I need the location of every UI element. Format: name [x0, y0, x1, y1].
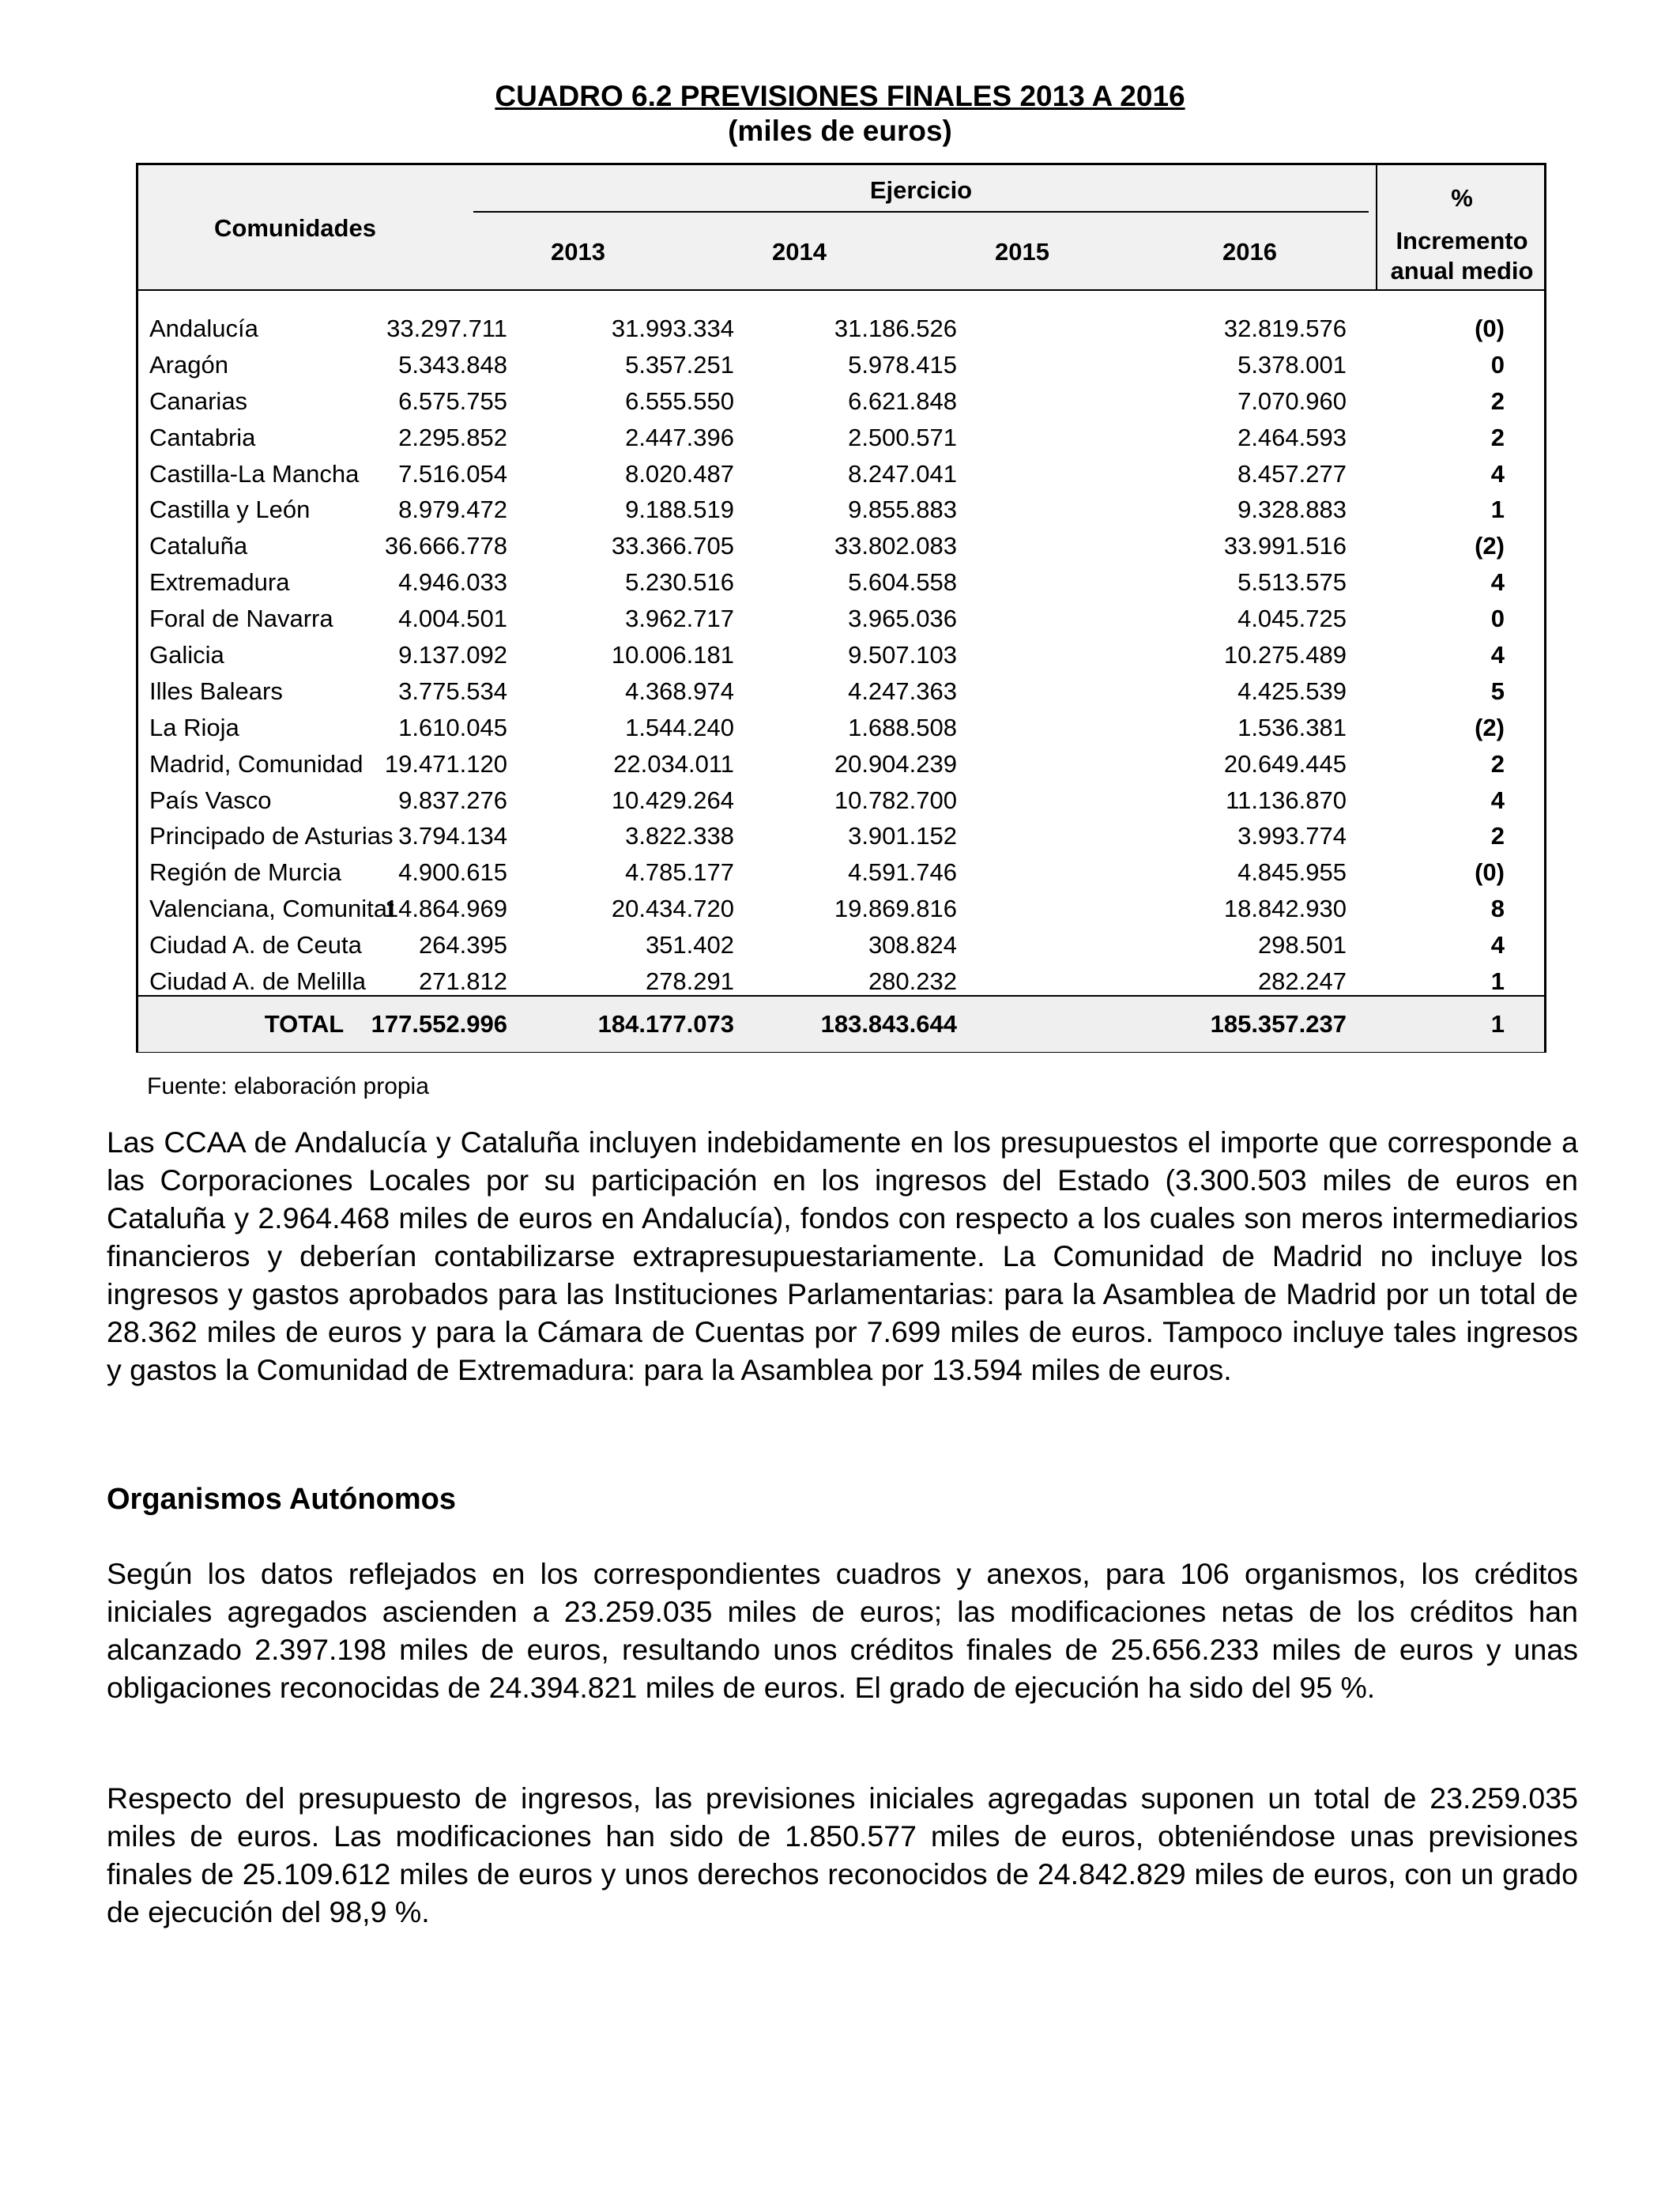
cell-2013: 3.794.134	[398, 822, 507, 850]
cell-2013: 264.395	[418, 931, 507, 959]
cell-pct: 4	[1490, 459, 1505, 488]
cell-pct: 1	[1490, 496, 1505, 524]
table-row	[138, 420, 1544, 456]
cell-pct: 1	[1490, 967, 1505, 996]
header-ejercicio: Ejercicio	[869, 176, 973, 204]
cell-2015: 5.978.415	[848, 350, 957, 379]
cell-pct: 0	[1490, 350, 1505, 379]
paragraph-organismos-gastos: Según los datos reflejados en los correspondientes cuadros y anexos, para 106 organismos, los créditos iniciales agregados ascienden a 23.259.035 miles de euros; las modificaciones netas de los créditos han alcanzado 2.397.198 miles de euros, resultando unos créditos finales de 25.656.233 miles de euros y unas obligaciones reconocidas de 24.394.821 miles de euros. El grado de ejecución ha sido del 95 %.	[107, 1557, 1578, 1704]
cell-2014: 3.822.338	[625, 822, 734, 850]
table-title-block	[0, 79, 1680, 149]
cell-2015: 9.507.103	[848, 641, 957, 669]
cell-pct: 4	[1490, 786, 1505, 814]
header-year-2015: 2015	[995, 238, 1049, 266]
row-name: Ciudad A. de Ceuta	[149, 931, 362, 959]
header-pct-label-2: anual medio	[1390, 257, 1534, 285]
table-row	[138, 601, 1544, 637]
cell-2016: 32.819.576	[1223, 315, 1347, 342]
cell-2013: 6.575.755	[398, 386, 507, 415]
total-2016: 185.357.237	[1210, 1010, 1347, 1038]
row-name: Principado de Asturias	[149, 822, 394, 850]
cell-2016: 5.378.001	[1237, 350, 1347, 379]
cell-2015: 280.232	[868, 967, 957, 996]
paragraph-organismos-ingresos: Respecto del presupuesto de ingresos, las previsiones iniciales agregadas suponen un total de 23.259.035 miles de euros. Las modificaciones han sido de 1.850.577 miles de euros, obteniéndose unas previsiones finales de 25.109.612 miles de euros y unos derechos reconocidos de 24.842.829 miles de euros, con un grado de ejecución del 98,9 %.	[107, 1781, 1578, 1928]
cell-2015: 4.591.746	[848, 858, 957, 887]
cell-2016: 3.993.774	[1237, 822, 1347, 850]
cell-2016: 8.457.277	[1237, 459, 1347, 488]
row-name: Galicia	[149, 641, 224, 669]
cell-2015: 20.904.239	[834, 749, 957, 778]
cell-2015: 6.621.848	[848, 386, 957, 415]
row-name: Illes Balears	[149, 677, 283, 705]
cell-2014: 31.993.334	[611, 315, 734, 342]
cell-2013: 271.812	[418, 967, 507, 996]
cell-pct: 2	[1490, 749, 1505, 778]
total-2015: 183.843.644	[820, 1010, 957, 1038]
cell-2013: 8.979.472	[398, 496, 507, 524]
cell-pct: 4	[1490, 568, 1505, 597]
cell-2015: 3.965.036	[848, 605, 957, 633]
header-pct-symbol: %	[1451, 184, 1473, 212]
table-row	[138, 854, 1544, 891]
cell-2014: 33.366.705	[611, 532, 734, 560]
cell-2016: 282.247	[1257, 967, 1347, 996]
cell-2014: 5.357.251	[625, 350, 734, 379]
cell-2013: 4.900.615	[398, 858, 507, 887]
cell-2014: 10.429.264	[611, 786, 734, 814]
cell-2014: 20.434.720	[611, 895, 734, 923]
table-row	[138, 347, 1544, 383]
cell-2015: 33.802.083	[834, 532, 957, 560]
cell-2015: 3.901.152	[848, 822, 957, 850]
header-divider	[473, 211, 1369, 213]
row-name: Extremadura	[149, 568, 290, 597]
table-body	[138, 311, 1544, 1000]
cell-2015: 4.247.363	[848, 677, 957, 705]
cell-2016: 10.275.489	[1223, 641, 1347, 669]
total-pct: 1	[1490, 1010, 1505, 1038]
header-comunidades: Comunidades	[214, 214, 376, 242]
table-row	[138, 818, 1544, 854]
cell-2014: 8.020.487	[625, 459, 734, 488]
table-row	[138, 528, 1544, 564]
cell-pct: 0	[1490, 605, 1505, 633]
table-row	[138, 383, 1544, 420]
cell-2014: 3.962.717	[625, 605, 734, 633]
cell-2014: 22.034.011	[613, 749, 734, 778]
cell-2015: 1.688.508	[848, 713, 957, 741]
cell-2013: 3.775.534	[398, 677, 507, 705]
table-subtitle: (miles de euros)	[728, 115, 952, 147]
cell-pct: (0)	[1475, 858, 1505, 887]
cell-2014: 4.785.177	[625, 858, 734, 887]
header-pct-label-1: Incremento	[1396, 227, 1528, 254]
cell-2016: 9.328.883	[1237, 496, 1347, 524]
cell-pct: 2	[1490, 822, 1505, 850]
cell-2015: 2.500.571	[848, 423, 957, 451]
row-name: Castilla-La Mancha	[149, 459, 360, 488]
section-heading: Organismos Autónomos	[107, 1483, 456, 1516]
cell-2016: 298.501	[1257, 931, 1347, 959]
cell-2013: 19.471.120	[384, 749, 507, 778]
table-row	[138, 311, 1544, 347]
row-name: País Vasco	[149, 786, 272, 814]
cell-2015: 9.855.883	[848, 496, 957, 524]
table-row	[138, 637, 1544, 673]
cell-pct: 2	[1490, 386, 1505, 415]
cell-2014: 9.188.519	[625, 496, 734, 524]
cell-2013: 9.137.092	[398, 641, 507, 669]
cell-2013: 7.516.054	[398, 459, 507, 488]
cell-2016: 7.070.960	[1237, 386, 1347, 415]
row-name: Madrid, Comunidad	[149, 749, 363, 778]
cell-pct: (2)	[1475, 532, 1505, 560]
row-name: Valenciana, Comunitat	[149, 895, 394, 923]
row-name: Canarias	[149, 386, 248, 415]
cell-2013: 36.666.778	[384, 532, 507, 560]
cell-pct: (2)	[1475, 713, 1505, 741]
cell-2016: 1.536.381	[1237, 713, 1347, 741]
total-2014: 184.177.073	[597, 1010, 734, 1038]
header-year-2013: 2013	[551, 238, 605, 266]
cell-2016: 4.425.539	[1237, 677, 1347, 705]
cell-2014: 1.544.240	[625, 713, 734, 741]
data-table	[136, 163, 1546, 1053]
cell-2016: 4.845.955	[1237, 858, 1347, 887]
row-name: Aragón	[149, 350, 228, 379]
row-name: Cantabria	[149, 423, 256, 451]
cell-2015: 308.824	[868, 931, 957, 959]
cell-2016: 11.136.870	[1226, 786, 1347, 814]
table-row	[138, 564, 1544, 601]
cell-2016: 4.045.725	[1237, 605, 1347, 633]
total-row	[138, 995, 1544, 1052]
table-row	[138, 891, 1544, 927]
cell-2016: 20.649.445	[1223, 749, 1347, 778]
cell-2016: 33.991.516	[1223, 532, 1347, 560]
cell-2014: 2.447.396	[625, 423, 734, 451]
cell-pct: 5	[1490, 677, 1505, 705]
cell-2013: 14.864.969	[384, 895, 507, 923]
cell-2014: 5.230.516	[625, 568, 734, 597]
cell-2013: 1.610.045	[398, 713, 507, 741]
table-row	[138, 492, 1544, 528]
cell-pct: 4	[1490, 931, 1505, 959]
cell-pct: 4	[1490, 641, 1505, 669]
total-2013: 177.552.996	[371, 1010, 507, 1038]
row-name: Andalucía	[149, 315, 258, 342]
cell-2015: 31.186.526	[834, 315, 957, 342]
total-label: TOTAL	[264, 1010, 345, 1038]
cell-2014: 351.402	[645, 931, 734, 959]
cell-2013: 5.343.848	[398, 350, 507, 379]
cell-2016: 18.842.930	[1223, 895, 1347, 923]
table-header	[138, 165, 1544, 291]
row-name: Región de Murcia	[149, 858, 341, 887]
cell-2013: 33.297.711	[386, 315, 507, 342]
header-year-2016: 2016	[1222, 238, 1277, 266]
table-row	[138, 456, 1544, 492]
cell-pct: 2	[1490, 423, 1505, 451]
table-row	[138, 673, 1544, 710]
cell-2013: 2.295.852	[398, 423, 507, 451]
row-name: La Rioja	[149, 713, 239, 741]
paragraph-ccaa: Las CCAA de Andalucía y Cataluña incluyen indebidamente en los presupuestos el importe que corresponde a las Corporaciones Locales por su participación en los ingresos del Estado (3.300.503 miles de euros en Cataluña y 2.964.468 miles de euros en Andalucía), fondos con respecto a los cuales son meros intermediarios financieros y deberían contabilizarse extrapresupuestariamente. La Comunidad de Madrid no incluye los ingresos y gastos aprobados para las Instituciones Parlamentarias: para la Asamblea de Madrid por un total de 28.362 miles de euros y para la Cámara de Cuentas por 7.699 miles de euros. Tampoco incluye tales ingresos y gastos la Comunidad de Extremadura: para la Asamblea por 13.594 miles de euros.	[107, 1125, 1578, 1386]
cell-2013: 9.837.276	[398, 786, 507, 814]
cell-2014: 10.006.181	[611, 641, 734, 669]
table-row	[138, 782, 1544, 819]
table-row	[138, 927, 1544, 963]
cell-2015: 19.869.816	[834, 895, 957, 923]
cell-2015: 10.782.700	[834, 786, 957, 814]
table-source: Fuente: elaboración propia	[147, 1073, 429, 1099]
cell-2016: 2.464.593	[1237, 423, 1347, 451]
cell-2015: 8.247.041	[848, 459, 957, 488]
header-year-2014: 2014	[772, 238, 827, 266]
row-name: Castilla y León	[149, 496, 311, 524]
table-row	[138, 746, 1544, 782]
cell-2014: 6.555.550	[625, 386, 734, 415]
row-name: Ciudad A. de Melilla	[149, 967, 366, 996]
cell-2014: 278.291	[645, 967, 734, 996]
cell-2014: 4.368.974	[625, 677, 734, 705]
table-title: CUADRO 6.2 PREVISIONES FINALES 2013 A 2016	[495, 80, 1185, 112]
row-name: Cataluña	[149, 532, 248, 560]
cell-pct: 8	[1490, 895, 1505, 923]
cell-2013: 4.946.033	[398, 568, 507, 597]
table-row	[138, 710, 1544, 746]
row-name: Foral de Navarra	[149, 605, 333, 633]
cell-pct: (0)	[1475, 315, 1505, 342]
cell-2015: 5.604.558	[848, 568, 957, 597]
cell-2016: 5.513.575	[1237, 568, 1347, 597]
cell-2013: 4.004.501	[398, 605, 507, 633]
